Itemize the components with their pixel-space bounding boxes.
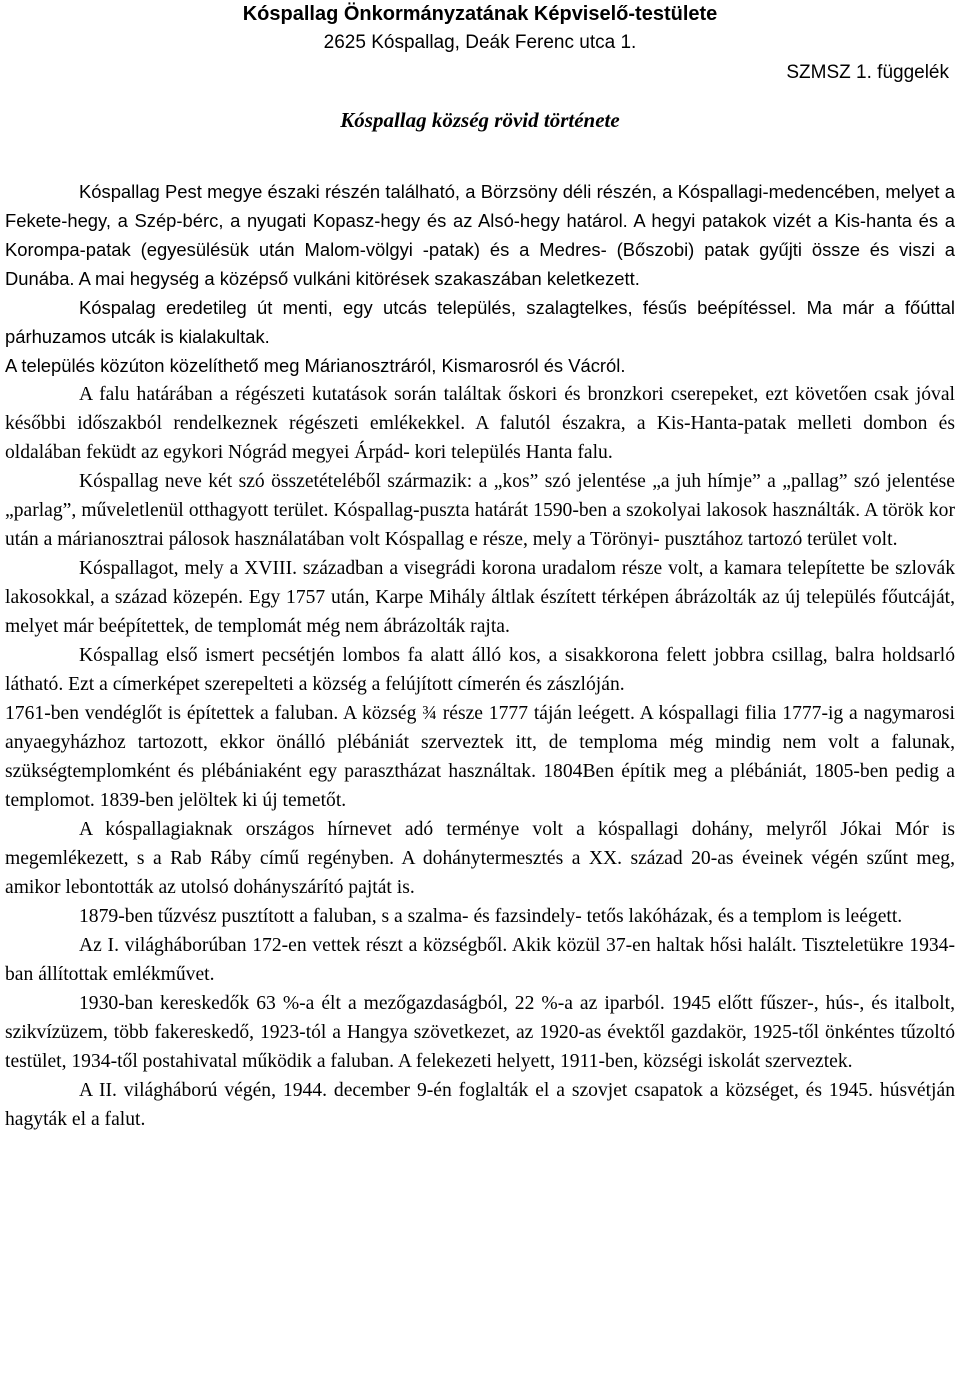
- organization-address: 2625 Kóspallag, Deák Ferenc utca 1.: [323, 32, 637, 53]
- letterhead: [5, 0, 955, 58]
- paragraph-ww2: A II. világháború végén, 1944. december 9-én foglalták el a szovjet csapatok a községet, és 1945. húsvétján hagyták el a falut.: [5, 1080, 955, 1130]
- document-body: [5, 177, 955, 1134]
- paragraph-church: 1761-ben vendéglőt is építettek a faluban. A község ¾ része 1777 táján leégett. A kóspallagi filia 1777-ig a nagymarosi anyaegyházhoz tartozott, ekkor önálló plébániát szerveztek itt, de temploma még mindig nem volt a falunak, szükségtemplomként és plébániaként egy parasztházat használtak. 1804Ben építik meg a plébániát, 1805-ben pedig a templomot. 1839-ben jelöltek ki új temetőt.: [5, 703, 955, 811]
- paragraph-archaeology: A falu határában a régészeti kutatások során találtak őskori és bronzkori cserepeket, ezt követően csak jóval későbbi időszakból rendelkeznek régészeti emlékekkel. A falutól északra, a Kis-Hanta-patak melleti dombon és oldalában feküdt az egykori Nógrád megyei Árpád- kori település Hanta falu.: [5, 384, 955, 463]
- paragraph-tobacco: A kóspallagiaknak országos hírnevet adó terménye volt a kóspallagi dohány, melyről Jókai Mór is megemlékezett, s a Rab Ráby című regényben. A dohánytermesztés a XX. század 20-as éveinek végén szűnt meg, amikor lebontották az utolsó dohányszárító pajtát is.: [5, 819, 955, 898]
- document-title: Kóspallag község rövid története: [340, 108, 620, 132]
- organization-name: Kóspallag Önkormányzatának Képviselő-testülete: [242, 3, 718, 25]
- paragraph-fire: 1879-ben tűzvész pusztított a faluban, s a szalma- és fazsindely- tetős lakóházak, és a templom is leégett.: [79, 906, 903, 927]
- paragraph-name-origin: Kóspallag neve két szó összetételéből származik: a „kos” szó jelentése „a juh hímje” a „pallag” szó jelentése „parlag”, műveletlenül otthagyott terület. Kóspallag-puszta határát 1590-ben a szokolyai lakosok használták. A török kor után a márianosztrai pálosok használatában volt Kóspallag e része, mely a Törönyi- pusztához tartozó terület volt.: [5, 471, 955, 550]
- paragraph-ww1: Az I. világháborúban 172-en vettek részt a községből. Akik közül 37-en haltak hősi halált. Tiszteletükre 1934-ban állítottak emlékművet.: [5, 935, 955, 985]
- paragraph-seal: Kóspallag első ismert pecsétjén lombos fa alatt álló kos, a sisakkorona felett jobbra csillag, balra holdsarló látható. Ezt a címerképet szerepelteti a község a felújított címerén és zászlóján.: [5, 645, 955, 695]
- paragraph-settlement-structure: Kóspalag eredetileg út menti, egy utcás település, szalagtelkes, fésűs beépítéssel. Ma már a főúttal párhuzamos utcák is kialakultak.: [5, 297, 955, 347]
- document-reference: SZMSZ 1. függelék: [786, 62, 949, 83]
- paragraph-1930s: 1930-ban kereskedők 63 %-a élt a mezőgazdaságból, 22 %-a az iparból. 1945 előtt fűszer-, hús-, és italbolt, szikvízüzem, több fakereskedő, 1923-tól a Hangya szövetkezet, az 1920-as évektől gazdakör, 1925-től önkéntes tűzoltó testület, 1934-től postahivatal működik a faluban. A felekezeti helyett, 1911-ben, községi iskolát szerveztek.: [5, 993, 955, 1072]
- paragraph-18th-century: Kóspallagot, mely a XVIII. században a visegrádi korona uradalom része volt, a kamara telepítette be szlovák lakosokkal, a század közepén. Egy 1757 után, Karpe Mihály áltlak észített térképen ábrázolták az új település főutcáját, melyet már beépítettek, de templomát még nem ábrázolták rajta.: [5, 558, 955, 637]
- paragraph-access: A település közúton közelíthető meg Márianosztráról, Kismarosról és Vácról.: [5, 355, 626, 376]
- paragraph-geography: Kóspallag Pest megye északi részén található, a Börzsöny déli részén, a Kóspallagi-medencében, melyet a Fekete-hegy, a Szép-bérc, a nyugati Kopasz-hegy és az Alsó-hegy határol. A hegyi patakok vizét a Kis-hanta és a Korompa-patak (egyesülésük után Malom-völgyi -patak) és a Medres- (Bőszobi) patak gyűjti össze és viszi a Dunába. A mai hegység a középső vulkáni kitörések szakaszában keletkezett.: [5, 181, 955, 289]
